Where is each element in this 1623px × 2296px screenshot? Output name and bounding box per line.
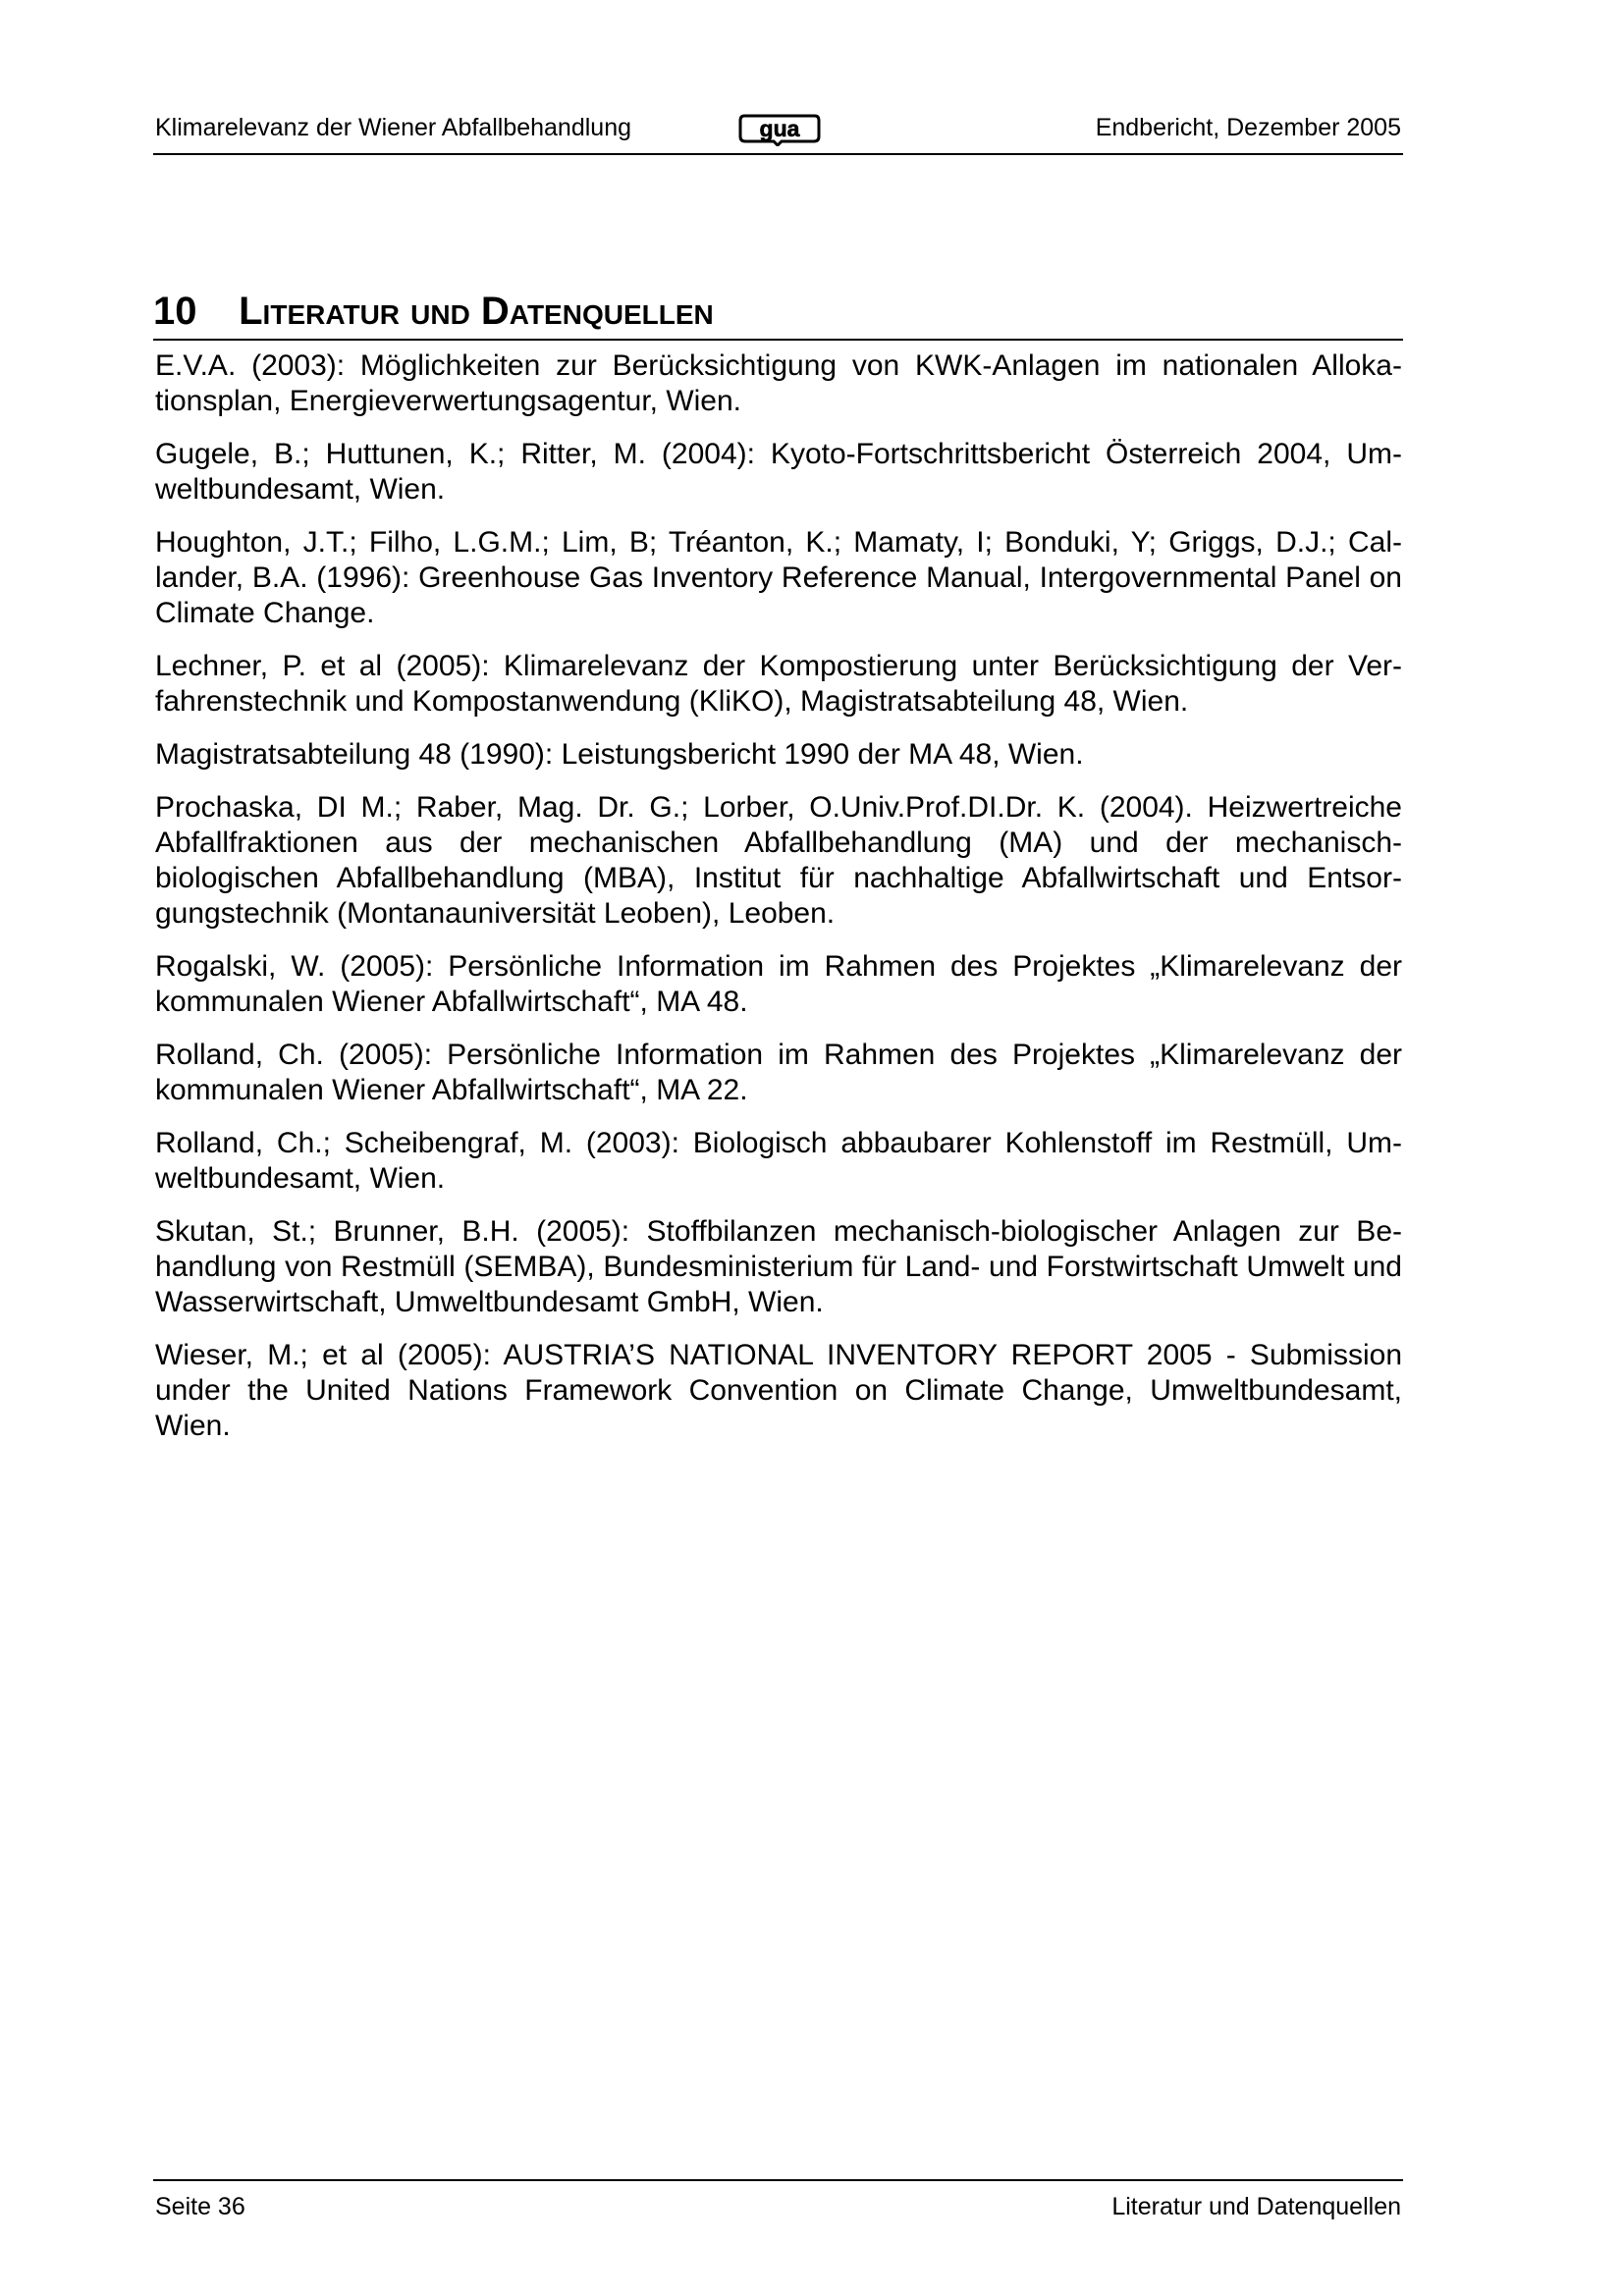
reference-item: Houghton, J.T.; Filho, L.G.M.; Lim, B; Tréanton, K.; Mamaty, I; Bonduki, Y; Griggs, D.J.; Callander, B.A. (1996): Greenhouse Gas Inventory Reference Manual, Intergovernmental Panel on Climate Change.: [155, 526, 1402, 629]
reference-item: Magistratsabteilung 48 (1990): Leistungsbericht 1990 der MA 48, Wien.: [155, 738, 1084, 771]
reference-item: Rolland, Ch. (2005): Persönliche Information im Rahmen des Projektes „Klimarelevanz der kommunalen Wiener Abfallwirtschaft“, MA 22.: [155, 1039, 1402, 1106]
reference-list: [155, 348, 1402, 1462]
footer-section-title: Literatur und Datenquellen: [1111, 2193, 1401, 2220]
reference-item: Wieser, M.; et al (2005): AUSTRIA’S NATIONAL INVENTORY REPORT 2005 - Submission under the United Nations Framework Convention on Climate Change, Umweltbundesamt, Wien.: [155, 1339, 1402, 1442]
page-footer: [153, 2179, 1403, 2224]
chapter-number: 10: [153, 289, 197, 333]
reference-item: Lechner, P. et al (2005): Klimarelevanz der Kompostierung unter Berücksichtigung der Verfahrenstechnik und Kompostanwendung (KliKO), Magistratsabteilung 48, Wien.: [155, 650, 1402, 718]
page-number: Seite 36: [155, 2193, 245, 2220]
reference-item: Skutan, St.; Brunner, B.H. (2005): Stoffbilanzen mechanisch-biologischer Anlagen zur Behandlung von Restmüll (SEMBA), Bundesministerium für Land- und Forstwirtschaft Umwelt und Wasserwirtschaft, Umweltbundesamt GmbH, Wien.: [155, 1215, 1402, 1318]
chapter-heading: [153, 284, 1403, 341]
reference-item: Gugele, B.; Huttunen, K.; Ritter, M. (2004): Kyoto-Fortschrittsbericht Österreich 2004, Umweltbundesamt, Wien.: [155, 438, 1402, 506]
header-document-title: Klimarelevanz der Wiener Abfallbehandlung: [155, 114, 632, 141]
gua-logo: [738, 113, 821, 146]
svg-text:gua: gua: [759, 116, 800, 141]
reference-item: Prochaska, DI M.; Raber, Mag. Dr. G.; Lorber, O.Univ.Prof.DI.Dr. K. (2004). Heizwertreiche Abfallfraktionen aus der mechanischen Abfallbehandlung (MA) und der mechanisch-biologischen Abfallbehandlung (MBA), Institut für nachhaltige Abfallwirtschaft und Entsorgungstechnik (Montanauniversität Leoben), Leoben.: [155, 791, 1402, 930]
reference-item: Rolland, Ch.; Scheibengraf, M. (2003): Biologisch abbaubarer Kohlenstoff im Restmüll, Umweltbundesamt, Wien.: [155, 1127, 1402, 1195]
header-report-date: Endbericht, Dezember 2005: [1095, 114, 1401, 141]
chapter-title: Literatur und Datenquellen: [239, 289, 714, 333]
reference-item: Rogalski, W. (2005): Persönliche Information im Rahmen des Projektes „Klimarelevanz der kommunalen Wiener Abfallwirtschaft“, MA 48.: [155, 950, 1402, 1018]
reference-item: E.V.A. (2003): Möglichkeiten zur Berücksichtigung von KWK-Anlagen im nationalen Allokationsplan, Energieverwertungsagentur, Wien.: [155, 349, 1402, 417]
page-header: [153, 110, 1403, 155]
